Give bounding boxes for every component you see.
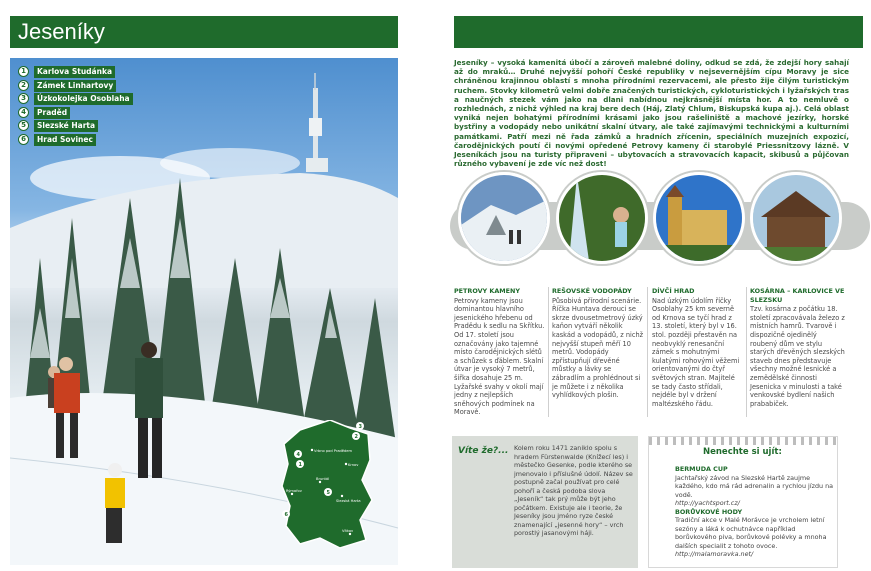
column-kosarna xyxy=(750,287,846,408)
title-bar xyxy=(10,16,398,48)
did-you-know-heading: Víte že?... xyxy=(458,446,509,456)
did-you-know-text: Kolem roku 1471 zaniklo spolu s hradem Fürstenwalde (Knížecí les) i městečko Gesenke, podle kterého se jmenovalo i příslušné údolí. Název se postupně začal používat pro celé pohoří a česká podoba slova „Jeseník“ tak prý může být jeho počátkem. Existuje ale i teorie, že Jeseníky jsou jméno ryze české znamenající „jesenné hory“ – vrch porostlý jasanovými háji. xyxy=(514,444,633,537)
column-text: Tzv. kosárna z počátku 18. století zpracovávala železo z místních hamrů. Tvarově i dispozičně ojedinělý roubený dům ve stylu starých dřevěných slezských staveb dnes představuje všechny možné lesnické a zemědělské činnosti Jesenicka v minulosti a také venkovské bydlení našich prababiček. xyxy=(750,305,845,408)
divider xyxy=(548,287,549,417)
column-divci-hrad xyxy=(652,287,744,408)
map-marker: 6 xyxy=(284,512,288,518)
poi-number: 5 xyxy=(18,120,29,131)
poi-label: Slezské Harta xyxy=(34,120,98,132)
photo-resovske-vodopady xyxy=(556,172,648,264)
column-title: REŠOVSKÉ VODOPÁDY xyxy=(552,287,632,295)
dont-miss-content xyxy=(675,465,835,559)
region-map xyxy=(280,420,375,550)
divider xyxy=(647,287,648,417)
poi-number: 3 xyxy=(18,93,29,104)
event-text: Tradiční akce v Malé Morávce je vrcholem letní sezóny a láká k ochutnávce například borůvkového piva, borůvkové polévky a mnoha dalších specialit z tohoto ovoce. xyxy=(675,516,827,550)
column-text: Petrovy kameny jsou dominantou hlavního jesenického hřebenu od Pradědu k sedlu na Skřítku. Od 17. století jsou označovány jako tajemné místo čarodějnických slétů a schůzek s ďáblem. Skalní útvar je vysoký 7 metrů, šířka dosahuje 25 m. Lyžařské svahy v okolí mají jedny z nejlepších sněhových podmínek na Moravě. xyxy=(454,296,545,417)
map-marker: 1 xyxy=(298,462,302,468)
poi-number: 2 xyxy=(18,80,29,91)
photo-divci-hrad xyxy=(653,172,745,264)
divider xyxy=(746,287,747,417)
event-title: BERMUDA CUP xyxy=(675,465,728,473)
right-page xyxy=(446,0,871,571)
left-page xyxy=(0,0,420,571)
map-label: Krnov xyxy=(348,463,359,467)
dont-miss-heading: Nenechte si ujít: xyxy=(703,447,782,457)
map-marker: 3 xyxy=(358,424,362,430)
column-text: Působivá přírodní scenárie. Říčka Huntava derouci se skrze dvousetmetrový úzký kaňon vytváří několik kaskád a vodopádů, z nichž nejvyšší stupeň měří 10 metrů. Vodopády zpřístupňují dřevěné můstky a lávky se zábradlím a prohlédnout si je můžete i z několika vyhlídkových plošin. xyxy=(552,296,644,400)
poi-number: 4 xyxy=(18,107,29,118)
map-label: Bruntál xyxy=(316,477,330,481)
map-label: Vítkov xyxy=(342,529,354,533)
event-link[interactable]: http://yachtsport.cz/ xyxy=(675,499,740,507)
poi-label: Zámek Linhartovy xyxy=(34,80,116,92)
column-text: Nad úzkým údolím říčky Osoblahy 25 km severně od Krnova se tyčí hrad z 13. století, který byl v 16. stol. později přestavěn na neobvyklý renesanční zámek s mohutnými kulatými rohovými věžemi orientovanými do čtyř světových stran. Majitelé se tady často střídali, nejdéle byl v držení maltézského řádu. xyxy=(652,296,740,408)
page-title: Jeseníky xyxy=(18,19,105,44)
event-title: BORŮVKOVÉ HODY xyxy=(675,507,743,516)
event-link[interactable]: http://malamoravka.net/ xyxy=(675,550,754,558)
column-title: KOSÁRNA – KARLOVICE VE SLEZSKU xyxy=(750,287,845,304)
photo-circles xyxy=(450,172,865,282)
dont-miss-box xyxy=(648,436,838,568)
map-marker: 5 xyxy=(326,490,330,496)
column-title: DÍVČÍ HRAD xyxy=(652,287,695,295)
photo-petrovy-kameny xyxy=(458,172,550,264)
map-label: Rýmařov xyxy=(286,489,302,493)
notebook-strip xyxy=(649,437,837,445)
intro-text: Jeseníky – vysoká kamenitá úbočí a zároveň malebné doliny, odkud se zdá, že zdejší hory sahají až do mraků… Druhé nejvyšší pohoří České republiky v nejsevernějším cípu Moravy je sice chráněnou krajinnou oblastí s mnoha přírodními rezervacemi, ale přesto žije čilým turistickým ruchem. Stovky kilometrů velmi dobře značených turistických, cykloturistických i lyžařských tras a naučných stezek vám jako na dlani nabídnou nejkrásnější místa hor. A to nemluvě o rozhlednách, z nichž výhled na kraj bere dech (Háj, Zlatý Chlum, Biskupská kupa aj.). Celá oblast vyniká nejen bohatými přírodními krásami jako jsou rašeliniště a machové jezírky, horské bystřiny a vodopády nebo unikátní skalní útvary, ale také zajímavými technickými a kulturními památkami. Patří mezi ně řada zámků a hradních zřícenin, speciálních muzejních expozicí, čarodějnických poutí či novými opředené Petrovy kameny či starobylé Priessnitzovy lázně. V Jeseníkách jsou na turisty připraveni – ubytovacích a stravovacích kapacit, skibusů a půjčovan různého vybavení je zde víc než dost! xyxy=(454,58,849,169)
poi-number: 6 xyxy=(18,134,29,145)
poi-label: Hrad Sovinec xyxy=(34,134,96,146)
map-label: Slezská Harta xyxy=(336,499,361,503)
map-marker: 4 xyxy=(296,452,300,458)
column-petrovy-kameny xyxy=(454,287,546,417)
poi-number: 1 xyxy=(18,66,29,77)
map-marker: 2 xyxy=(354,434,358,440)
column-resovske-vodopady xyxy=(552,287,644,400)
poi-label: Praděd xyxy=(34,107,70,119)
event-text: Jachtařský závod na Slezské Hartě zaujme každého, kdo má rád adrenalin a rychlou jízdu na vodě. xyxy=(675,473,834,499)
photo-kosarna-karlovice xyxy=(750,172,842,264)
title-bar-right xyxy=(454,16,863,48)
poi-label: Karlova Studánka xyxy=(34,66,115,78)
column-title: PETROVY KAMENY xyxy=(454,287,520,295)
did-you-know-box xyxy=(452,436,638,568)
poi-label: Úzkokolejka Osoblaha xyxy=(34,93,133,105)
map-label: Vrbno pod Pradědem xyxy=(314,449,353,453)
